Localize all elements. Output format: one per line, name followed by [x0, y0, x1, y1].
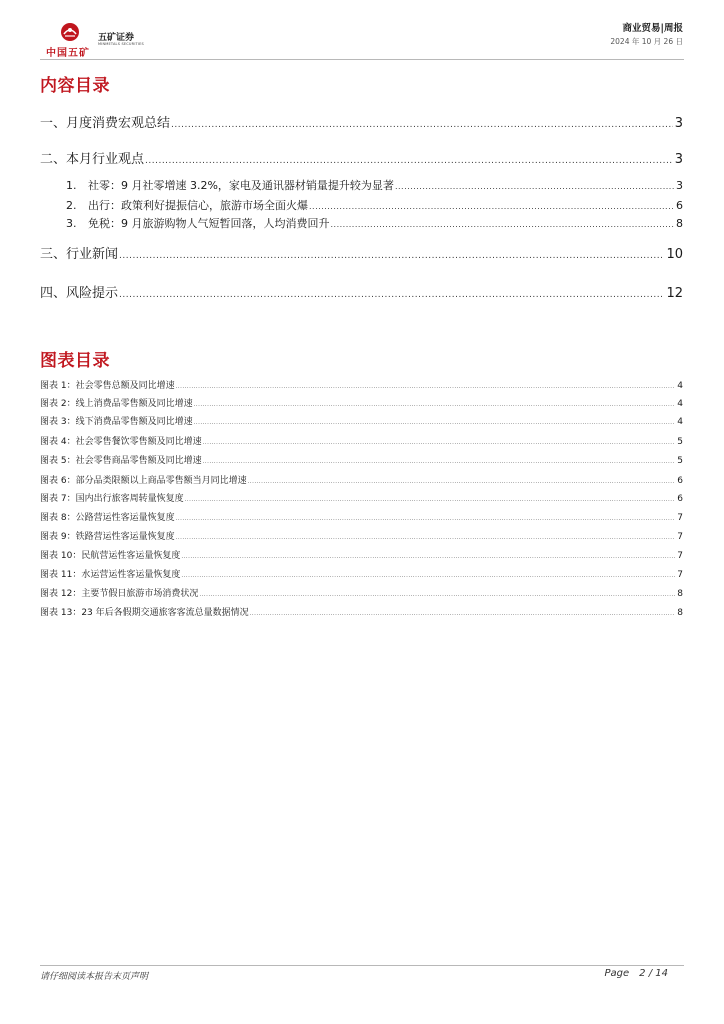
figure-item-page: 4: [677, 417, 683, 427]
logo-securities-en: MINMETALS SECURITIES: [98, 42, 144, 46]
leader-dots: [181, 554, 675, 560]
leader-dots: [248, 479, 676, 485]
toc-item[interactable]: [40, 148, 683, 166]
figure-item-label: 图表 5：社会零售商品零售额及同比增速: [40, 456, 202, 466]
toc-item-page: 10: [666, 247, 683, 262]
toc-subitem-number: 3.: [66, 217, 77, 230]
page-header: [0, 0, 724, 70]
figure-item[interactable]: [40, 453, 683, 467]
leader-dots: [395, 182, 674, 191]
figure-item-label: 图表 1：社会零售总额及同比增速: [40, 381, 175, 391]
figure-item-page: 7: [677, 551, 683, 561]
toc-subitem-label: 出行：政策利好提振信心，旅游市场全面火爆: [88, 199, 308, 212]
figure-item-page: 8: [677, 589, 683, 599]
leader-dots: [194, 402, 676, 408]
figure-item[interactable]: [40, 378, 683, 392]
figure-item[interactable]: [40, 529, 683, 543]
leader-dots: [309, 202, 674, 211]
report-date: 2024 年 10 月 26 日: [610, 37, 683, 46]
toc-subitem-number: 2.: [66, 199, 77, 212]
figure-item-label: 图表 12：主要节假日旅游市场消费状况: [40, 589, 199, 599]
toc-item[interactable]: [40, 243, 683, 261]
footer-page-indicator: [605, 968, 669, 979]
toc-item[interactable]: [40, 112, 683, 130]
figure-item[interactable]: [40, 473, 683, 487]
leader-dots: [185, 497, 676, 503]
toc-item-label: 一、月度消费宏观总结: [40, 116, 171, 131]
toc-item-page: 3: [674, 152, 683, 167]
figure-item[interactable]: [40, 605, 683, 619]
figure-item[interactable]: [40, 548, 683, 562]
figures-title: 图表目录: [40, 351, 110, 371]
leader-dots: [194, 420, 676, 426]
leader-dots: [145, 156, 673, 166]
figure-item[interactable]: [40, 510, 683, 524]
toc-subitem-page: 3: [676, 179, 683, 192]
toc-item[interactable]: [40, 282, 683, 300]
figure-item-label: 图表 11：水运营运性客运量恢复度: [40, 570, 181, 580]
figure-item-label: 图表 9：铁路营运性客运量恢复度: [40, 532, 175, 542]
figure-item[interactable]: [40, 414, 683, 428]
toc-subitem-number: 1.: [66, 179, 77, 192]
figure-item-page: 7: [677, 513, 683, 523]
toc-item-label: 四、风险提示: [40, 286, 119, 301]
figure-item-label: 图表 6：部分品类限额以上商品零售额当月同比增速: [40, 476, 247, 486]
figure-item-label: 图表 2：线上消费品零售额及同比增速: [40, 399, 193, 409]
toc-item-page: 3: [674, 116, 683, 131]
footer-disclaimer: 请仔细阅读本报告末页声明: [40, 972, 149, 982]
leader-dots: [119, 251, 664, 261]
figure-item-page: 4: [677, 399, 683, 409]
contents-title: 内容目录: [40, 76, 110, 96]
leader-dots: [176, 384, 676, 390]
logo-company-cn: 中国五矿: [46, 48, 90, 59]
figure-item-label: 图表 7：国内出行旅客周转量恢复度: [40, 494, 184, 504]
leader-dots: [203, 440, 676, 446]
toc-subitem[interactable]: [66, 215, 683, 231]
toc-item-label: 三、行业新闻: [40, 247, 119, 262]
toc-subitem-page: 8: [676, 217, 683, 230]
footer-page-word: Page: [604, 968, 630, 979]
logo-securities-cn: 五矿证券: [98, 33, 135, 43]
leader-dots: [199, 592, 675, 598]
toc-item-label: 二、本月行业观点: [40, 152, 145, 167]
figure-item-page: 8: [677, 608, 683, 618]
toc-subitem-label: 免税：9 月旅游购物人气短暂回落，人均消费回升: [88, 217, 330, 230]
toc-subitem[interactable]: [66, 197, 683, 213]
leader-dots: [181, 573, 675, 579]
figure-item-label: 图表 8：公路营运性客运量恢复度: [40, 513, 175, 523]
figure-item[interactable]: [40, 567, 683, 581]
leader-dots: [171, 120, 673, 130]
figure-item-label: 图表 13：23 年后各假期交通旅客客流总量数据情况: [40, 608, 249, 618]
company-logo: [46, 20, 146, 60]
header-divider: [40, 59, 684, 60]
toc-subitem[interactable]: [66, 177, 683, 193]
leader-dots: [119, 290, 664, 300]
footer-page-number: 2 / 14: [639, 968, 668, 979]
leader-dots: [250, 611, 676, 617]
figure-item-page: 7: [677, 532, 683, 542]
figure-item[interactable]: [40, 586, 683, 600]
figure-item-page: 4: [677, 381, 683, 391]
figure-item-page: 5: [677, 437, 683, 447]
figure-item-page: 5: [677, 456, 683, 466]
toc-item-page: 12: [666, 286, 683, 301]
figure-item-page: 7: [677, 570, 683, 580]
figure-item[interactable]: [40, 491, 683, 505]
figure-item-label: 图表 10：民航营运性客运量恢复度: [40, 551, 181, 561]
leader-dots: [176, 516, 676, 522]
figure-item[interactable]: [40, 434, 683, 448]
toc-subitem-label: 社零：9 月社零增速 3.2%，家电及通讯器材销量提升较为显著: [88, 179, 394, 192]
figure-item[interactable]: [40, 396, 683, 410]
leader-dots: [176, 535, 676, 541]
figure-item-page: 6: [677, 476, 683, 486]
figure-item-label: 图表 4：社会零售餐饮零售额及同比增速: [40, 437, 202, 447]
figure-item-page: 6: [677, 494, 683, 504]
footer-divider: [40, 965, 684, 966]
minmetals-emblem-icon: [60, 22, 80, 42]
figure-item-label: 图表 3：线下消费品零售额及同比增速: [40, 417, 193, 427]
leader-dots: [203, 459, 676, 465]
leader-dots: [331, 220, 675, 229]
toc-subitem-page: 6: [676, 199, 683, 212]
report-type: 商业贸易|周报: [622, 23, 683, 34]
